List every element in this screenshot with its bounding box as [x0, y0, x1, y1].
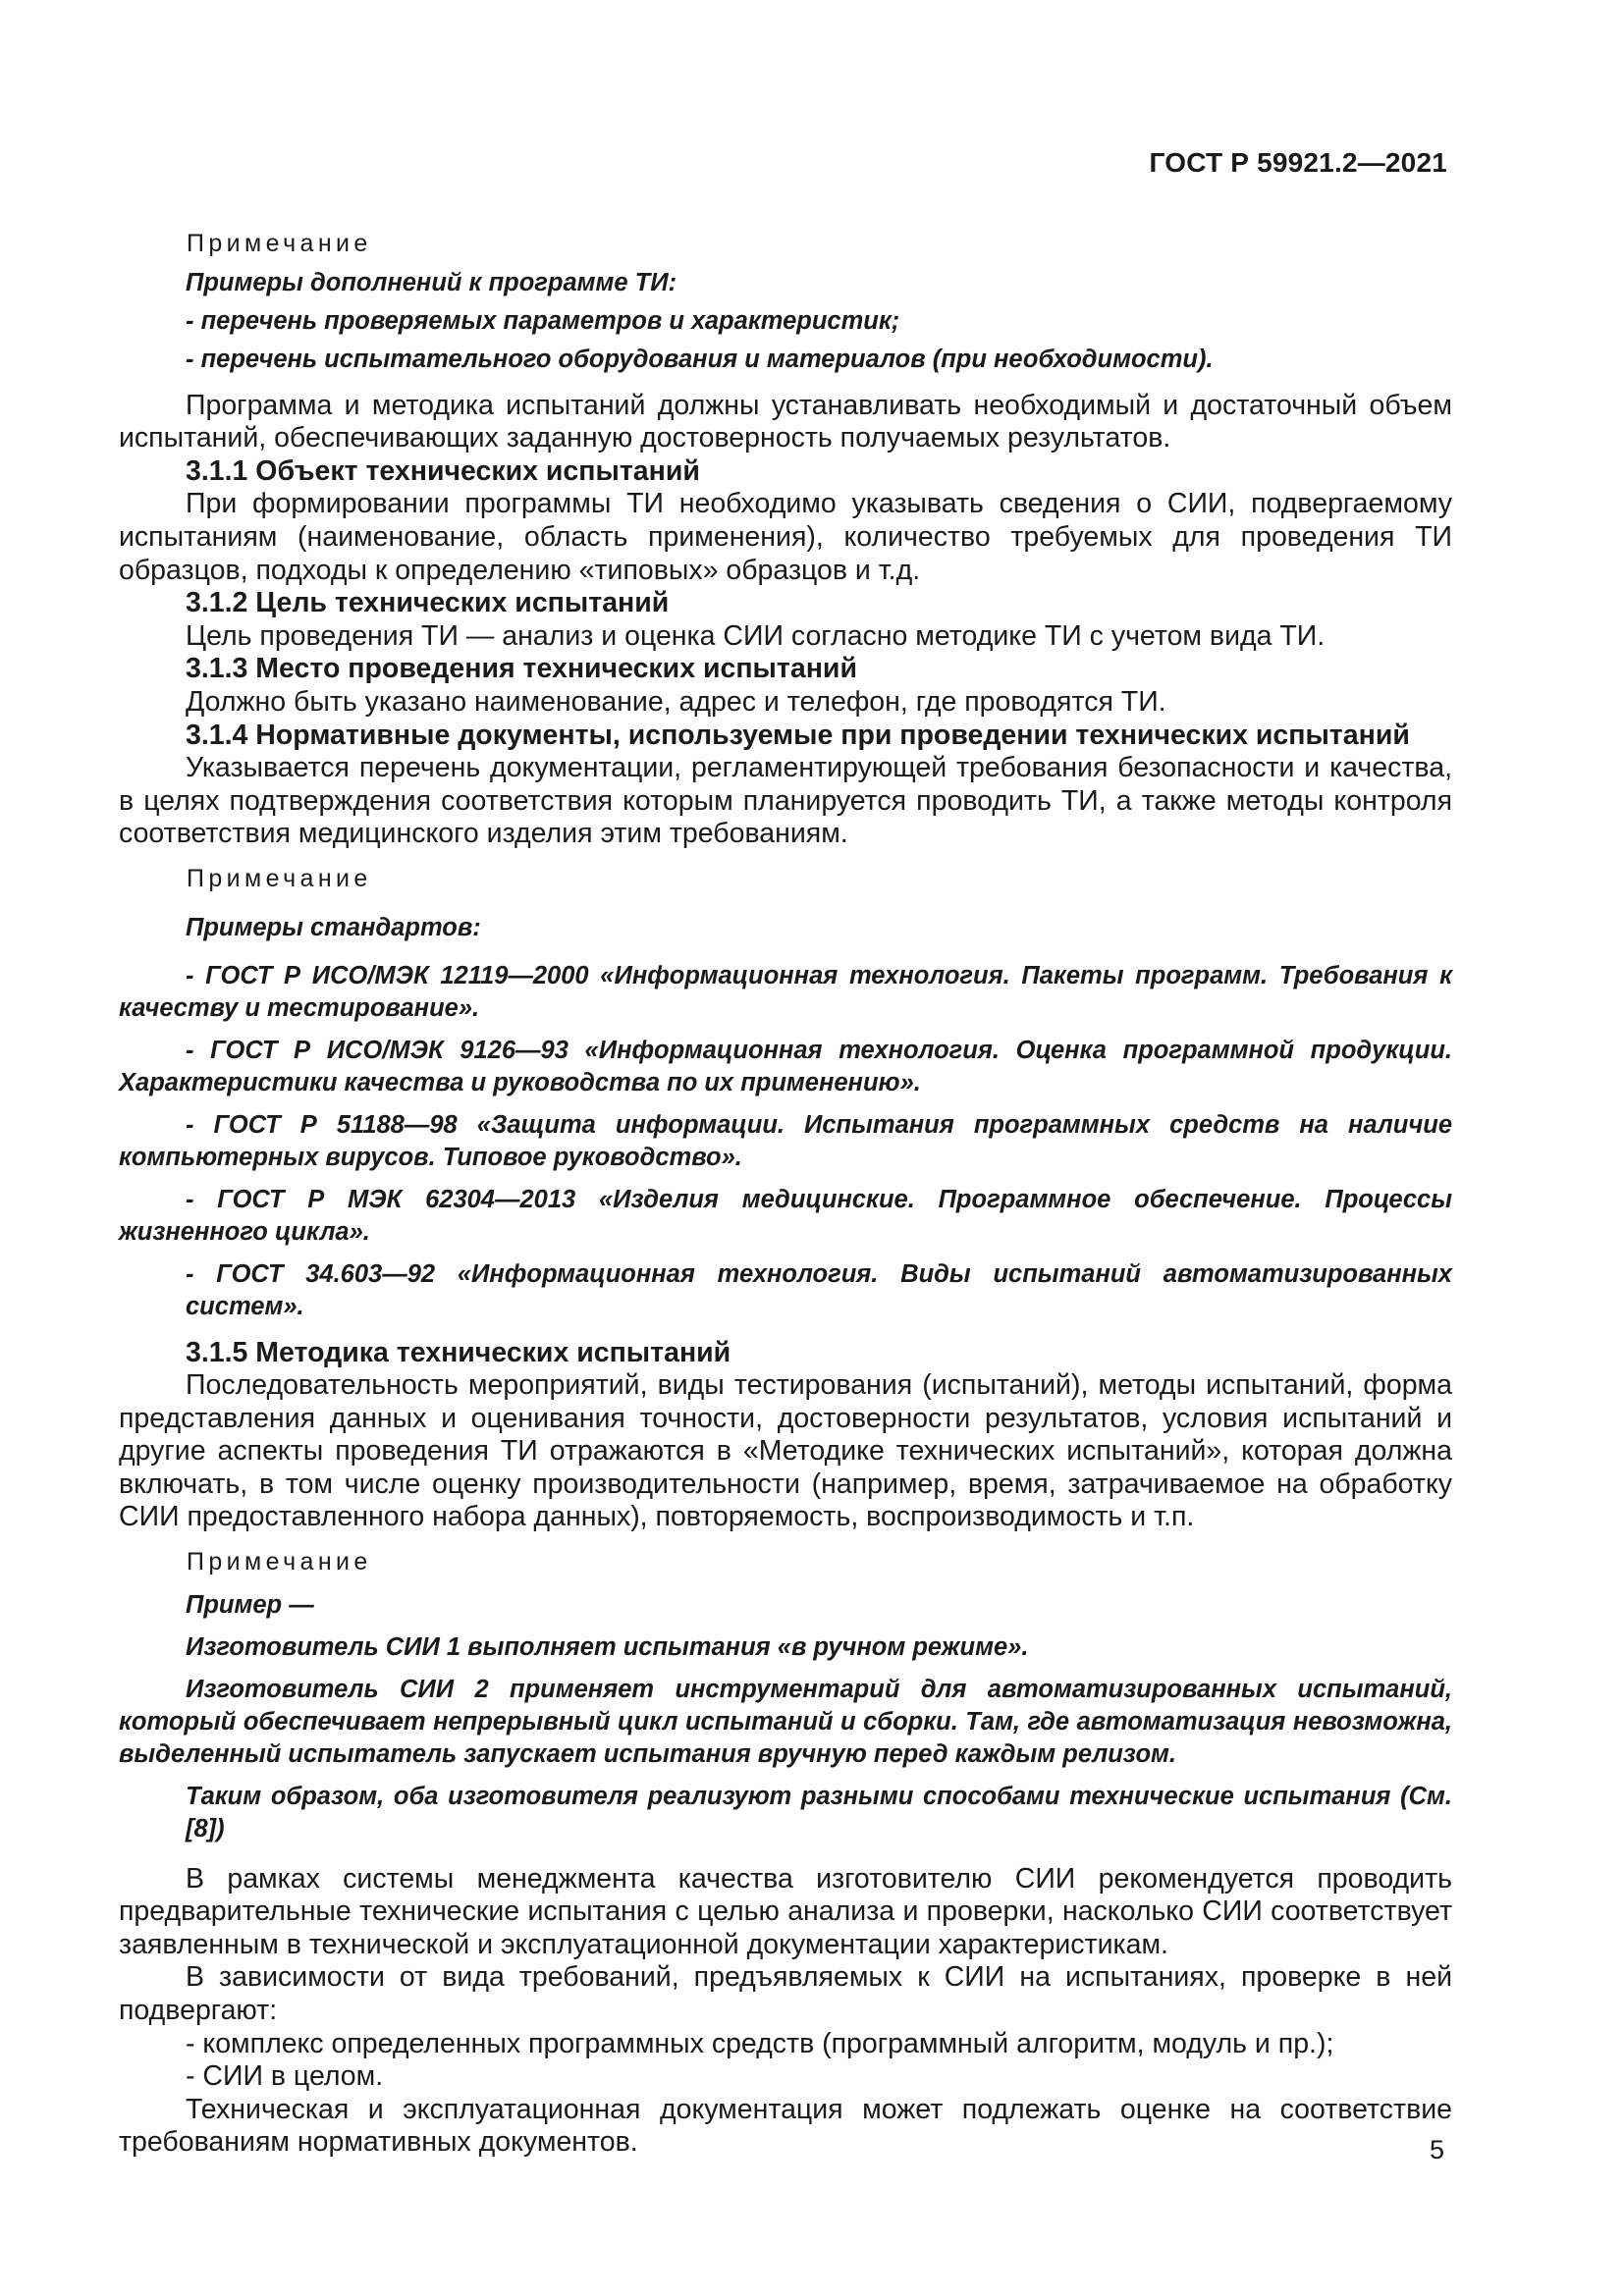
section-heading: 3.1.2 Цель технических испытаний: [186, 587, 670, 619]
note-label: Примечание: [187, 1548, 372, 1576]
note-label: Примечание: [187, 230, 372, 257]
note-text: Изготовитель СИИ 2 применяет инструментарий для автоматизированных испытаний, который обеспечивает непрерывный цикл испытаний и сборки. Там, где автоматизация невозможна, выделенный испытатель запускает испытания вручную перед каждым релизом.: [119, 1675, 1452, 1768]
note-standard-item: - ГОСТ 34.603—92 «Информационная технология. Виды испытаний автоматизированных систем».: [186, 1259, 1452, 1320]
body-paragraph: При формировании программы ТИ необходимо указывать сведения о СИИ, подвергаемому испытаниям (наименование, область применения), количество требуемых для проведения ТИ образцов, подходы к определению «типовых» образцов и т.д.: [119, 488, 1452, 586]
note-text: - перечень испытательного оборудования и материалов (при необходимости).: [186, 345, 1214, 373]
note-standard-item: - ГОСТ Р 51188—98 «Защита информации. Испытания программных средств на наличие компьютерных вирусов. Типовое руководство».: [119, 1110, 1452, 1171]
document-code-header: ГОСТ Р 59921.2—2021: [1149, 147, 1447, 178]
body-list-item: - комплекс определенных программных средств (программный алгоритм, модуль и пр.);: [186, 2027, 1334, 2059]
note-text: Изготовитель СИИ 1 выполняет испытания «в ручном режиме».: [186, 1632, 1029, 1661]
body-list-item: - СИИ в целом.: [186, 2060, 384, 2093]
note-text: Примеры дополнений к программе ТИ:: [186, 268, 677, 296]
body-paragraph: Техническая и эксплуатационная документация может подлежать оценке на соответствие требованиям нормативных документов.: [119, 2093, 1452, 2159]
note-text: Пример —: [186, 1590, 314, 1619]
note-standard-item: - ГОСТ Р ИСО/МЭК 9126—93 «Информационная технология. Оценка программной продукции. Характеристики качества и руководства по их применению».: [119, 1036, 1452, 1096]
section-heading: 3.1.5 Методика технических испытаний: [186, 1336, 731, 1368]
body-paragraph: Цель проведения ТИ — анализ и оценка СИИ согласно методике ТИ с учетом вида ТИ.: [186, 619, 1326, 652]
body-paragraph: В рамках системы менеджмента качества изготовителю СИИ рекомендуется проводить предварительные технические испытания с целью анализа и проверки, насколько СИИ соответствует заявленным в технической и эксплуатационной документации характеристикам.: [119, 1862, 1452, 1960]
section-heading: 3.1.1 Объект технических испытаний: [186, 454, 700, 487]
section-heading: 3.1.4 Нормативные документы, используемые при проведении технических испытаний: [186, 719, 1410, 751]
body-paragraph: Указывается перечень документации, регламентирующей требования безопасности и качества, в целях подтверждения соответствия которым планируется проводить ТИ, а также методы контроля соответствия медицинского изделия этим требованиям.: [119, 752, 1452, 850]
note-label: Примечание: [187, 864, 372, 892]
page-content: [119, 228, 1452, 2160]
body-paragraph: Должно быть указано наименование, адрес и телефон, где проводятся ТИ.: [186, 685, 1166, 718]
body-paragraph: В зависимости от вида требований, предъявляемых к СИИ на испытаниях, проверке в ней подвергают:: [119, 1961, 1452, 2027]
note-text: - перечень проверяемых параметров и характеристик;: [186, 306, 900, 335]
body-paragraph: Программа и методика испытаний должны устанавливать необходимый и достаточный объем испытаний, обеспечивающих заданную достоверность получаемых результатов.: [119, 389, 1452, 454]
note-text: Таким образом, оба изготовителя реализуют разными способами технические испытания (См. [8]): [186, 1782, 1452, 1842]
page-number: 5: [1429, 2135, 1444, 2164]
section-heading: 3.1.3 Место проведения технических испытаний: [186, 653, 857, 685]
note-text: Примеры стандартов:: [186, 913, 481, 941]
note-standard-item: - ГОСТ Р ИСО/МЭК 12119—2000 «Информационная технология. Пакеты программ. Требования к качеству и тестирование».: [119, 961, 1452, 1022]
note-standard-item: - ГОСТ Р МЭК 62304—2013 «Изделия медицинские. Программное обеспечение. Процессы жизненного цикла».: [119, 1185, 1452, 1246]
body-paragraph: Последовательность мероприятий, виды тестирования (испытаний), методы испытаний, форма представления данных и оценивания точности, достоверности результатов, условия испытаний и другие аспекты проведения ТИ отражаются в «Методике технических испытаний», которая должна включать, в том числе оценку производительности (например, время, затрачиваемое на обработку СИИ предоставленного набора данных), повторяемость, воспроизводимость и т.п.: [119, 1369, 1452, 1533]
